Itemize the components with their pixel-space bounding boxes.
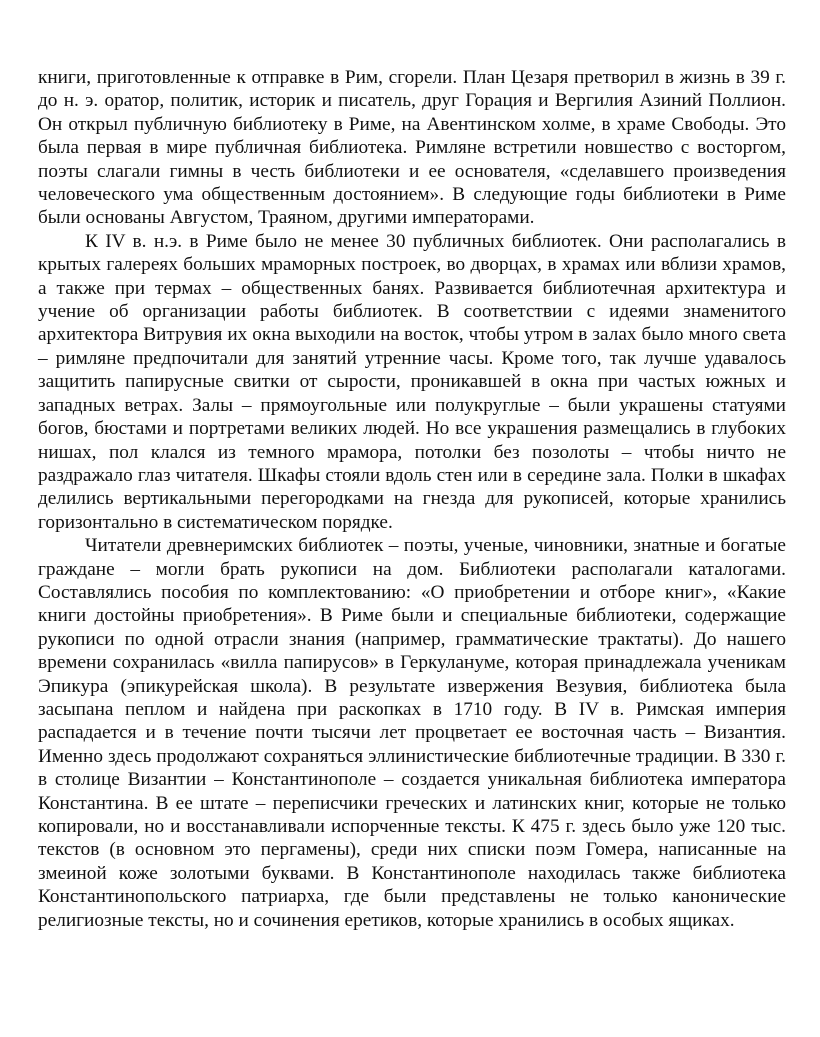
paragraph-public-libraries-iv-century: К IV в. н.э. в Риме было не менее 30 публичных библиотек. Они располагались в крытых галереях больших мраморных построек, во дворцах, в храмах или вблизи храмов, а также при термах – общественных банях. Развивается библиотечная архитектура и учение об организации работы библиотек. В соответствии с идеями знаменитого архитектора Витрувия их окна выходили на восток, чтобы утром в залах было много света – римляне предпочитали для занятий утренние часы. Кроме того, так лучше удавалось защитить папирусные свитки от сырости, проникавшей в окна при частых южных и западных ветрах. Залы – прямоугольные или полукруглые – были украшены статуями богов, бюстами и портретами великих людей. Но все украшения размещались в глубоких нишах, пол клался из темного мрамора, потолки без позолоты – чтобы ничто не раздражало глаз читателя. Шкафы стояли вдоль стен или в середине зала. Полки в шкафах делились вертикальными перегородками на гнезда для рукописей, которые хранились горизонтально в систематическом порядке. xyxy=(38,230,786,533)
paragraph-readers-and-byzantium: Читатели древнеримских библиотек – поэты, ученые, чиновники, знатные и богатые граждане – могли брать рукописи на дом. Библиотеки располагали каталогами. Составлялись пособия по комплектованию: «О приобретении и отборе книг», «Какие книги достойны приобретения». В Риме были и специальные библиотеки, содержащие рукописи по одной отрасли знания (например, грамматические трактаты). До нашего времени сохранилась «вилла папирусов» в Геркулануме, которая принадлежала ученикам Эпикура (эпикурейская школа). В результате извержения Везувия, библиотека была засыпана пеплом и найдена при раскопках в 1710 году. В IV в. Римская империя распадается и в течение почти тысячи лет процветает ее восточная часть – Византия. Именно здесь продолжают сохраняться эллинистические библиотечные традиции. В 330 г. в столице Византии – Константинополе – создается уникальная библиотека императора Константина. В ее штате – переписчики греческих и латинских книг, которые не только копировали, но и восстанавливали испорченные тексты. К 475 г. здесь было уже 120 тыс. текстов (в основном это пергамены), среди них списки поэм Гомера, написанные на змеиной коже золотыми буквами. В Константинополе находилась также библиотека Константинопольского патриарха, где были представлены не только канонические религиозные тексты, но и сочинения еретиков, которые хранились в особых ящиках. xyxy=(38,535,786,931)
document-page xyxy=(38,66,786,932)
paragraph-rome-first-library: книги, приготовленные к отправке в Рим, сгорели. План Цезаря претворил в жизнь в 39 г. до н. э. оратор, политик, историк и писатель, друг Горация и Вергилия Азиний Поллион. Он открыл публичную библиотеку в Риме, на Авентинском холме, в храме Свободы. Это была первая в мире публичная библиотека. Римляне встретили новшество с восторгом, поэты слагали гимны в честь библиотеки и ее основателя, «сделавшего произведения человеческого ума общественным достоянием». В следующие годы библиотеки в Риме были основаны Августом, Траяном, другими императорами. xyxy=(38,67,786,229)
